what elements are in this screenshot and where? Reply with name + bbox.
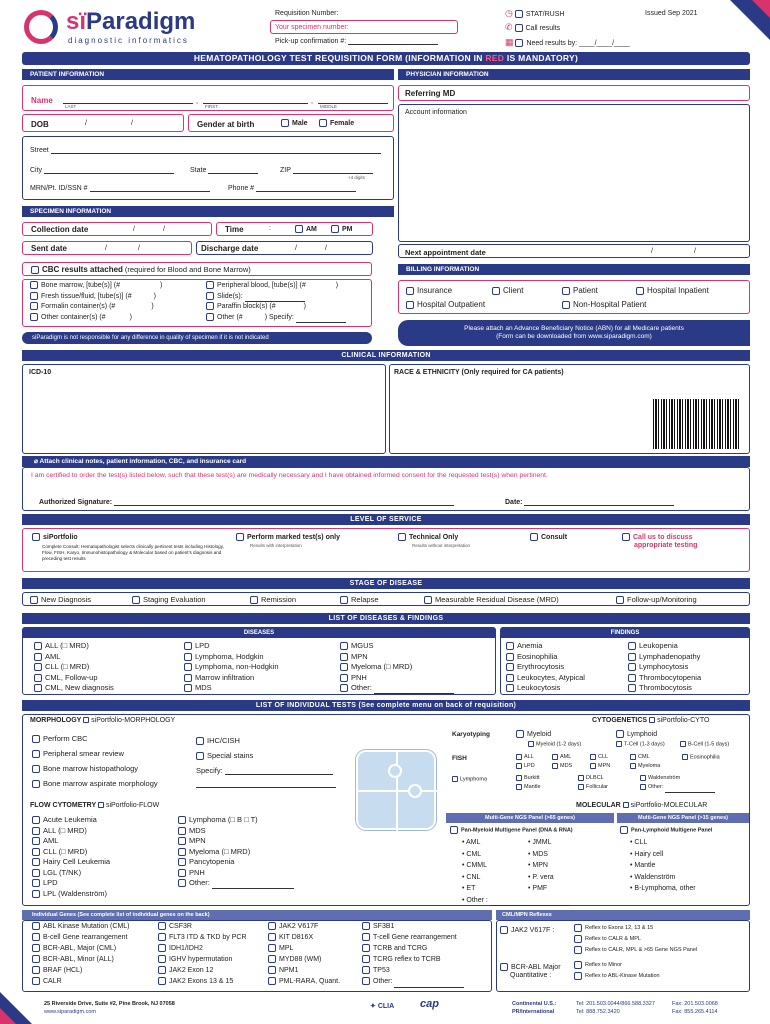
service-portfolio-checkbox[interactable]: siPortfolio [32, 533, 78, 541]
billing-inpatient-checkbox[interactable]: Hospital Inpatient [636, 286, 709, 295]
finding-item[interactable]: Leukocytosis [506, 683, 585, 694]
footer-continental: Continental U.S.: [512, 1001, 557, 1007]
panel-item[interactable]: • Other : [462, 896, 570, 908]
disease-item[interactable]: PNH [340, 673, 454, 684]
fish-lymphoma-col-2 [578, 773, 608, 791]
gene-item[interactable]: CSF3R [158, 922, 247, 933]
fish-label: FISH [452, 755, 467, 762]
morphology-title: MORPHOLOGY siPortfolio-MORPHOLOGY [30, 717, 176, 724]
state-field[interactable]: State [190, 167, 258, 174]
specimen-info-header: SPECIMEN INFORMATION [22, 206, 394, 217]
disease-item[interactable]: CML, New diagnosis [34, 683, 114, 694]
race-ethnicity-field[interactable]: RACE & ETHNICITY (Only required for CA patients) [389, 364, 750, 454]
panel-item: • CNL [462, 873, 481, 881]
specimen-number-field[interactable]: Your specimen number: [270, 20, 458, 34]
diseases-col-3 [340, 641, 454, 694]
flow-item[interactable]: Lymphoma (□ B □ T) [178, 815, 294, 826]
billing-info-header: BILLING INFORMATION [398, 264, 750, 275]
flow-item[interactable]: CLL (□ MRD) [32, 847, 110, 858]
special-stains-specify[interactable]: Specify: [196, 766, 333, 775]
fish-item[interactable]: Follicular [578, 782, 608, 791]
flow-item[interactable]: LGL (T/NK) [32, 868, 110, 879]
fish-item[interactable]: MPN [590, 761, 610, 770]
cytogenetics-title: CYTOGENETICS siPortfolio-CYTO [592, 717, 710, 724]
billing-client-checkbox[interactable]: Client [492, 286, 523, 295]
disease-item[interactable]: CML, Follow-up [34, 673, 114, 684]
flow-title: FLOW CYTOMETRY siPortfolio-FLOW [30, 802, 160, 809]
diseases-subheader: DISEASES [23, 628, 495, 638]
billing-outpatient-checkbox[interactable]: Hospital Outpatient [406, 300, 485, 309]
flow-item[interactable]: Other: [178, 878, 294, 889]
karyo-bcell[interactable]: B-Cell (1-5 days) [680, 741, 729, 747]
disease-item[interactable]: CLL (□ MRD) [34, 662, 114, 673]
panel-item: • JMML [528, 839, 552, 846]
karyo-myeloid-checkbox[interactable]: Myeloid [516, 730, 551, 738]
finding-item[interactable]: Thrombocytosis [628, 683, 701, 694]
fish-item[interactable]: CML [630, 752, 660, 761]
disease-item[interactable]: MPN [340, 652, 454, 663]
diseases-header: LIST OF DISEASES & FINDINGS [22, 613, 750, 624]
clock-icon: ◷ [505, 8, 513, 18]
phone-field[interactable]: Phone # [228, 185, 356, 192]
specimen-type-item[interactable]: Formalin container(s) (# ) [30, 302, 162, 313]
gene-item[interactable]: ABL Kinase Mutation (CML) [32, 922, 130, 933]
panel-item: • B-Lymphoma, other [630, 885, 696, 892]
gene-item[interactable]: MYD88 (WM) [268, 955, 340, 966]
fish-item[interactable]: Myeloma [630, 761, 660, 770]
service-portfolio-note: Complete Consult: Hematopathologist selects clinically pertinent tests including Histology, Flow, FISH, Karyo, Immunohistopathology & Molecular based on patient's diagnosis and preceding test results [42, 544, 224, 561]
pickup-confirmation[interactable]: Pick-up confirmation #: [275, 38, 438, 45]
calendar-icon: ▦ [505, 37, 514, 47]
phone-icon: ✆ [505, 22, 513, 32]
specimen-type-item[interactable]: Peripheral blood, [tube(s)] (# ) [206, 281, 346, 292]
paperclip-icon: ⌀ [34, 458, 38, 465]
stat-rush-option[interactable]: ◷ STAT/RUSH [505, 8, 565, 18]
zip-note: +4 digits [348, 175, 365, 180]
genes-col-3 [268, 922, 340, 988]
fish-item[interactable]: Mantle [516, 782, 541, 791]
logo [22, 8, 222, 48]
cbc-attached-checkbox[interactable]: CBC results attached (required for Blood and Bone Marrow) [22, 262, 372, 276]
female-checkbox[interactable]: Female [319, 119, 354, 127]
barcode-icon [653, 399, 741, 449]
flow-item[interactable]: AML [32, 836, 110, 847]
logo-subtitle: diagnostic informatics [68, 36, 189, 45]
findings-col-1 [506, 641, 585, 694]
fish-col-4 [630, 752, 660, 770]
karyo-lymphoid-checkbox[interactable]: Lymphoid [616, 730, 657, 738]
ngs-65-header: Multi-Gene NGS Panel (>65 genes) [446, 813, 614, 823]
fish-col-1 [516, 752, 535, 770]
fish-lymphoma[interactable]: Lymphoma [452, 776, 487, 782]
karyo-tcell[interactable]: T-Cell (1-3 days) [616, 741, 665, 747]
gene-item[interactable]: NPM1 [268, 966, 340, 977]
gene-item[interactable]: KIT D816X [268, 933, 340, 944]
stage-staging-checkbox[interactable]: Staging Evaluation [132, 595, 206, 604]
footer-tel-2: Tel: 888.752.3420 [576, 1009, 620, 1015]
individual-tests-header: LIST OF INDIVIDUAL TESTS (See complete menu on back of requisition) [22, 700, 750, 711]
male-checkbox[interactable]: Male [281, 119, 308, 127]
panel-item: • Waldenström [630, 873, 676, 881]
flow-item[interactable]: Pancytopenia [178, 857, 294, 868]
footer-website[interactable]: www.siparadigm.com [44, 1009, 96, 1015]
puzzle-graphic-icon [356, 750, 436, 830]
need-results-by-option[interactable]: ▦ Need results by: ____/____/____ [505, 37, 630, 47]
panel-item: • CML [462, 850, 482, 858]
fish-item[interactable]: AML [552, 752, 572, 761]
gene-item[interactable]: B-cell Gene rearrangement [32, 933, 130, 944]
gene-item[interactable]: PML-RARA, Quant. [268, 977, 340, 988]
specimen-type-item[interactable]: Other (# ) Specify: [206, 313, 346, 324]
icd10-field[interactable]: ICD-10 [22, 364, 386, 454]
gene-item[interactable]: BCR-ABL, Major (CML) [32, 944, 130, 955]
gene-item[interactable]: FLT3 ITD & TKD by PCR [158, 933, 247, 944]
dob-field[interactable]: DOB / / [22, 114, 184, 132]
morphology-items [32, 734, 158, 794]
gene-item[interactable]: CALR [32, 977, 130, 988]
bcr-abl-checkbox[interactable]: BCR-ABL Major [500, 963, 561, 971]
disease-item[interactable]: Marrow infiltration [184, 673, 279, 684]
fish-item[interactable]: Burkitt [516, 773, 541, 782]
gene-item[interactable]: BCR-ABL, Minor (ALL) [32, 955, 130, 966]
stage-mrd-checkbox[interactable]: Measurable Residual Disease (MRD) [424, 595, 559, 604]
jak2-reflex-options [574, 923, 697, 956]
bcr-reflex-options [574, 960, 660, 982]
karyotyping-label: Karyotyping [452, 731, 490, 738]
billing-nonhospital-checkbox[interactable]: Non-Hospital Patient [562, 300, 646, 309]
specimen-types-left [30, 281, 162, 323]
flow-item[interactable]: MPN [178, 836, 294, 847]
finding-item[interactable]: Erythrocytosis [506, 662, 585, 673]
flow-item[interactable]: Hairy Cell Leukemia [32, 857, 110, 868]
pan-myeloid-col-2 [528, 838, 554, 896]
logo-mark-icon [24, 10, 58, 44]
disease-item[interactable]: MDS [184, 683, 279, 694]
zip-field[interactable]: ZIP [280, 167, 373, 174]
finding-item[interactable]: Leukocytes, Atypical [506, 673, 585, 684]
form-title: HEMATOPATHOLOGY TEST REQUISITION FORM (INFORMATION IN RED IS MANDATORY) [22, 52, 750, 65]
service-call-checkbox[interactable]: Call us to discuss [622, 533, 693, 541]
reflex-item[interactable]: Reflex to Minor [574, 960, 660, 971]
am-checkbox[interactable]: AM [295, 225, 317, 233]
signature-field[interactable]: Authorized Signature: [39, 499, 454, 506]
flow-col-1 [32, 815, 110, 899]
stage-header: STAGE OF DISEASE [22, 578, 750, 589]
finding-item[interactable]: Anemia [506, 641, 585, 652]
gene-item[interactable]: BRAF (HCL) [32, 966, 130, 977]
ihc-checkbox[interactable]: IHC/CISH [196, 736, 240, 745]
stage-remission-checkbox[interactable]: Remission [250, 595, 296, 604]
disease-item[interactable]: Other: [340, 683, 454, 694]
specimen-disclaimer: siParadigm is not responsible for any difference in quality of specimen if it is not indicated [22, 332, 372, 344]
panel-item: • AML [462, 839, 481, 846]
call-results-option[interactable]: ✆ Call results [505, 22, 561, 32]
panel-item: • CMML [462, 862, 488, 869]
finding-item[interactable]: Thrombocytopenia [628, 673, 701, 684]
disease-item[interactable]: LPD [184, 641, 279, 652]
finding-item[interactable]: Leukopenia [628, 641, 701, 652]
service-call-line2: appropriate testing [634, 542, 698, 549]
footer-international: PR/International [512, 1009, 555, 1015]
special-stains-line[interactable] [196, 781, 336, 788]
disease-item[interactable]: Lymphoma, Hodgkin [184, 652, 279, 663]
logo-paradigm: Paradigm [86, 8, 196, 35]
morphology-item[interactable]: Peripheral smear review [32, 749, 158, 764]
stage-relapse-checkbox[interactable]: Relapse [340, 595, 379, 604]
specimen-type-item[interactable]: Other container(s) (# ) [30, 313, 162, 324]
panel-item: • MDS [528, 850, 548, 858]
reflex-item[interactable]: Reflex to CALR, MPL & >65 Gene NGS Panel [574, 945, 697, 956]
gene-item[interactable]: JAK2 Exons 13 & 15 [158, 977, 247, 988]
fish-col-3 [590, 752, 610, 770]
corner-decoration-bottom-left-pink [0, 1008, 16, 1024]
account-info-field[interactable]: Account information [398, 104, 750, 242]
clinical-info-header: CLINICAL INFORMATION [22, 350, 750, 361]
eagle-icon: ✦ [370, 1003, 376, 1010]
name-field[interactable]: Name , , LAST FIRST MIDDLE [22, 85, 394, 111]
level-of-service-header: LEVEL OF SERVICE [22, 514, 750, 525]
gene-item[interactable]: T-cell Gene rearrangement [362, 933, 464, 944]
fish-item[interactable]: ALL [516, 752, 535, 761]
pm-checkbox[interactable]: PM [331, 225, 353, 233]
findings-subheader: FINDINGS [501, 628, 749, 638]
physician-info-header: PHYSICIAN INFORMATION [398, 69, 750, 80]
fish-item[interactable]: CLL [590, 752, 610, 761]
abn-notice: Please attach an Advance Beneficiary Notice (ABN) for all Medicare patients (Form can be downloaded from www.siparadigm.com) [398, 320, 750, 346]
molecular-title: MOLECULAR siPortfolio-MOLECULAR [576, 802, 708, 809]
disease-item[interactable]: Lymphoma, non-Hodgkin [184, 662, 279, 673]
fish-lymphoma-col-3 [640, 773, 715, 791]
karyo-myeloid-sub[interactable]: Myeloid (1-2 days) [528, 741, 581, 747]
fish-eosinophilia[interactable]: Eosinophilia [682, 754, 720, 760]
next-appointment-field[interactable]: Next appointment date / / [398, 244, 750, 258]
morphology-item[interactable]: Bone marrow histopathology [32, 764, 158, 779]
issued-date: Issued Sep 2021 [645, 10, 698, 17]
collection-time-field[interactable]: Time : AM PM [216, 222, 373, 236]
finding-item[interactable]: Lymphadenopathy [628, 652, 701, 663]
billing-patient-checkbox[interactable]: Patient [562, 286, 598, 295]
diseases-col-1 [34, 641, 114, 694]
attach-notes-bar: ⌀ Attach clinical notes, patient information, CBC, and insurance card [22, 456, 750, 467]
gene-item[interactable]: MPL [268, 944, 340, 955]
footer-fax-1: Fax: 201.503.0068 [672, 1001, 718, 1007]
genes-col-4 [362, 922, 464, 988]
pan-lymphoid-col [630, 838, 696, 896]
panel-item: • MPN [528, 862, 548, 869]
disease-item[interactable]: MGUS [340, 641, 454, 652]
specimen-type-item[interactable]: Paraffin block(s) (# ) [206, 302, 346, 313]
diseases-col-2 [184, 641, 279, 694]
fish-lymphoma-col-1 [516, 773, 541, 791]
service-marked-checkbox[interactable]: Perform marked test(s) only [236, 533, 340, 541]
specimen-type-item[interactable]: Bone marrow, [tube(s)] (# ) [30, 281, 162, 292]
footer-address: 25 Riverside Drive, Suite #2, Pine Brook, NJ 07058 [44, 1001, 175, 1007]
certification-block: I am certified to order the test(s) listed below, such that these test(s) are medically necessary and I have obtained informed consent for the requested test(s) when pertinent. Authorized Signature: Date: [22, 467, 750, 511]
stage-followup-checkbox[interactable]: Follow-up/Monitoring [616, 595, 697, 604]
flow-item[interactable]: MDS [178, 826, 294, 837]
fish-item[interactable]: Waldenström [640, 773, 715, 782]
gene-item[interactable]: JAK2 V617F [268, 922, 340, 933]
panel-item: • Hairy cell [630, 850, 664, 858]
cml-reflex-header: CML/MPN Reflexes [496, 910, 750, 920]
mrn-field[interactable]: MRN/Pt. ID/SSN # [30, 185, 210, 192]
fish-item[interactable]: Other: [640, 782, 715, 791]
panel-item: • CLL [630, 839, 648, 846]
reflex-item[interactable]: Reflex to ABL-Kinase Mutation [574, 971, 660, 982]
ngs-15-header: Multi-Gene NGS Panel (>15 genes) [617, 813, 749, 823]
requisition-number-label: Requisition Number: [275, 10, 339, 17]
gene-item[interactable]: SF3B1 [362, 922, 464, 933]
panel-item: • ET [462, 885, 476, 892]
stage-new-checkbox[interactable]: New Diagnosis [30, 595, 91, 604]
gene-item[interactable]: IDH1/IDH2 [158, 944, 247, 955]
flow-item[interactable]: ALL (□ MRD) [32, 826, 110, 837]
disease-item[interactable]: Myeloma (□ MRD) [340, 662, 454, 673]
footer-fax-2: Fax: 855.265.4114 [672, 1009, 718, 1015]
gene-item[interactable]: IGHV hypermutation [158, 955, 247, 966]
flow-item[interactable]: Acute Leukemia [32, 815, 110, 826]
special-stains-checkbox[interactable]: Special stains [196, 751, 253, 760]
cap-logo: cap [420, 998, 439, 1010]
pan-lymphoid-checkbox[interactable]: Pan-Lymphoid Multigene Panel [620, 826, 712, 834]
flow-item[interactable]: Myeloma (□ MRD) [178, 847, 294, 858]
service-consult-checkbox[interactable]: Consult [530, 533, 567, 541]
panel-item: • PMF [528, 885, 548, 892]
fish-col-2 [552, 752, 572, 770]
logo-si: sï [66, 8, 87, 35]
referring-md-field[interactable]: Referring MD [398, 85, 750, 101]
genes-col-2 [158, 922, 247, 988]
disease-item[interactable]: AML [34, 652, 114, 663]
individual-genes-header: Individual Genes (See complete list of individual genes on the back) [22, 910, 492, 920]
flow-item[interactable]: PNH [178, 868, 294, 879]
fish-item[interactable]: LPD [516, 761, 535, 770]
flow-item[interactable]: LPD [32, 878, 110, 889]
pan-myeloid-checkbox[interactable]: Pan-Myeloid Multigene Panel (DNA & RNA) [450, 826, 573, 834]
sent-date-field[interactable]: Sent date / / [22, 241, 192, 255]
specimen-types-right [206, 281, 346, 323]
discharge-date-field[interactable]: Discharge date / / [196, 241, 373, 255]
city-field[interactable]: City [30, 167, 174, 174]
clia-logo: ✦ CLIA [370, 1003, 395, 1010]
patient-info-header: PATIENT INFORMATION [22, 69, 394, 80]
finding-item[interactable]: Lymphocytosis [628, 662, 701, 673]
gene-item[interactable]: Other: [362, 977, 464, 988]
gene-item[interactable]: JAK2 Exon 12 [158, 966, 247, 977]
panel-item: • P. vera [528, 873, 554, 881]
finding-item[interactable]: Eosinophilia [506, 652, 585, 663]
gender-field: Gender at birth Male Female [188, 114, 394, 132]
jak2-checkbox[interactable]: JAK2 V617F : [500, 926, 554, 934]
morphology-item[interactable]: Bone marrow aspirate morphology [32, 779, 158, 794]
gene-item[interactable]: TCRG reflex to TCRB [362, 955, 464, 966]
service-marked-note: Results with interpretation [250, 543, 302, 548]
findings-col-2 [628, 641, 701, 694]
footer-tel-1: Tel: 201.503.0044/866.588.3327 [576, 1001, 655, 1007]
fish-item[interactable]: MDS [552, 761, 572, 770]
gene-item[interactable]: TCRB and TCRG [362, 944, 464, 955]
service-technical-checkbox[interactable]: Technical Only [398, 533, 458, 541]
specimen-type-item[interactable]: Fresh tissue/fluid, [tube(s)] (# ) [30, 292, 162, 303]
service-technical-note: Results without interpretation [412, 543, 471, 548]
panel-item: • Mantle [630, 862, 656, 869]
reflex-item[interactable]: Reflex to CALR & MPL [574, 934, 697, 945]
bcr-abl-line2: Quantitative : [510, 972, 552, 979]
genes-col-1 [32, 922, 130, 988]
fish-item[interactable]: DLBCL [578, 773, 608, 782]
street-field[interactable]: Street [30, 147, 381, 154]
corner-decoration-top-right-pink [752, 0, 770, 18]
flow-item[interactable]: LPL (Waldenström) [32, 889, 110, 900]
collection-date-field[interactable]: Collection date / / [22, 222, 212, 236]
flow-col-2 [178, 815, 294, 889]
specimen-type-item[interactable]: Slide(s): [206, 292, 346, 303]
morphology-item[interactable]: Perform CBC [32, 734, 158, 749]
gene-item[interactable]: TP53 [362, 966, 464, 977]
signature-date-field[interactable]: Date: [505, 499, 674, 506]
reflex-item[interactable]: Reflex to Exons 12, 13 & 15 [574, 923, 697, 934]
billing-insurance-checkbox[interactable]: Insurance [406, 286, 452, 295]
disease-item[interactable]: ALL (□ MRD) [34, 641, 114, 652]
